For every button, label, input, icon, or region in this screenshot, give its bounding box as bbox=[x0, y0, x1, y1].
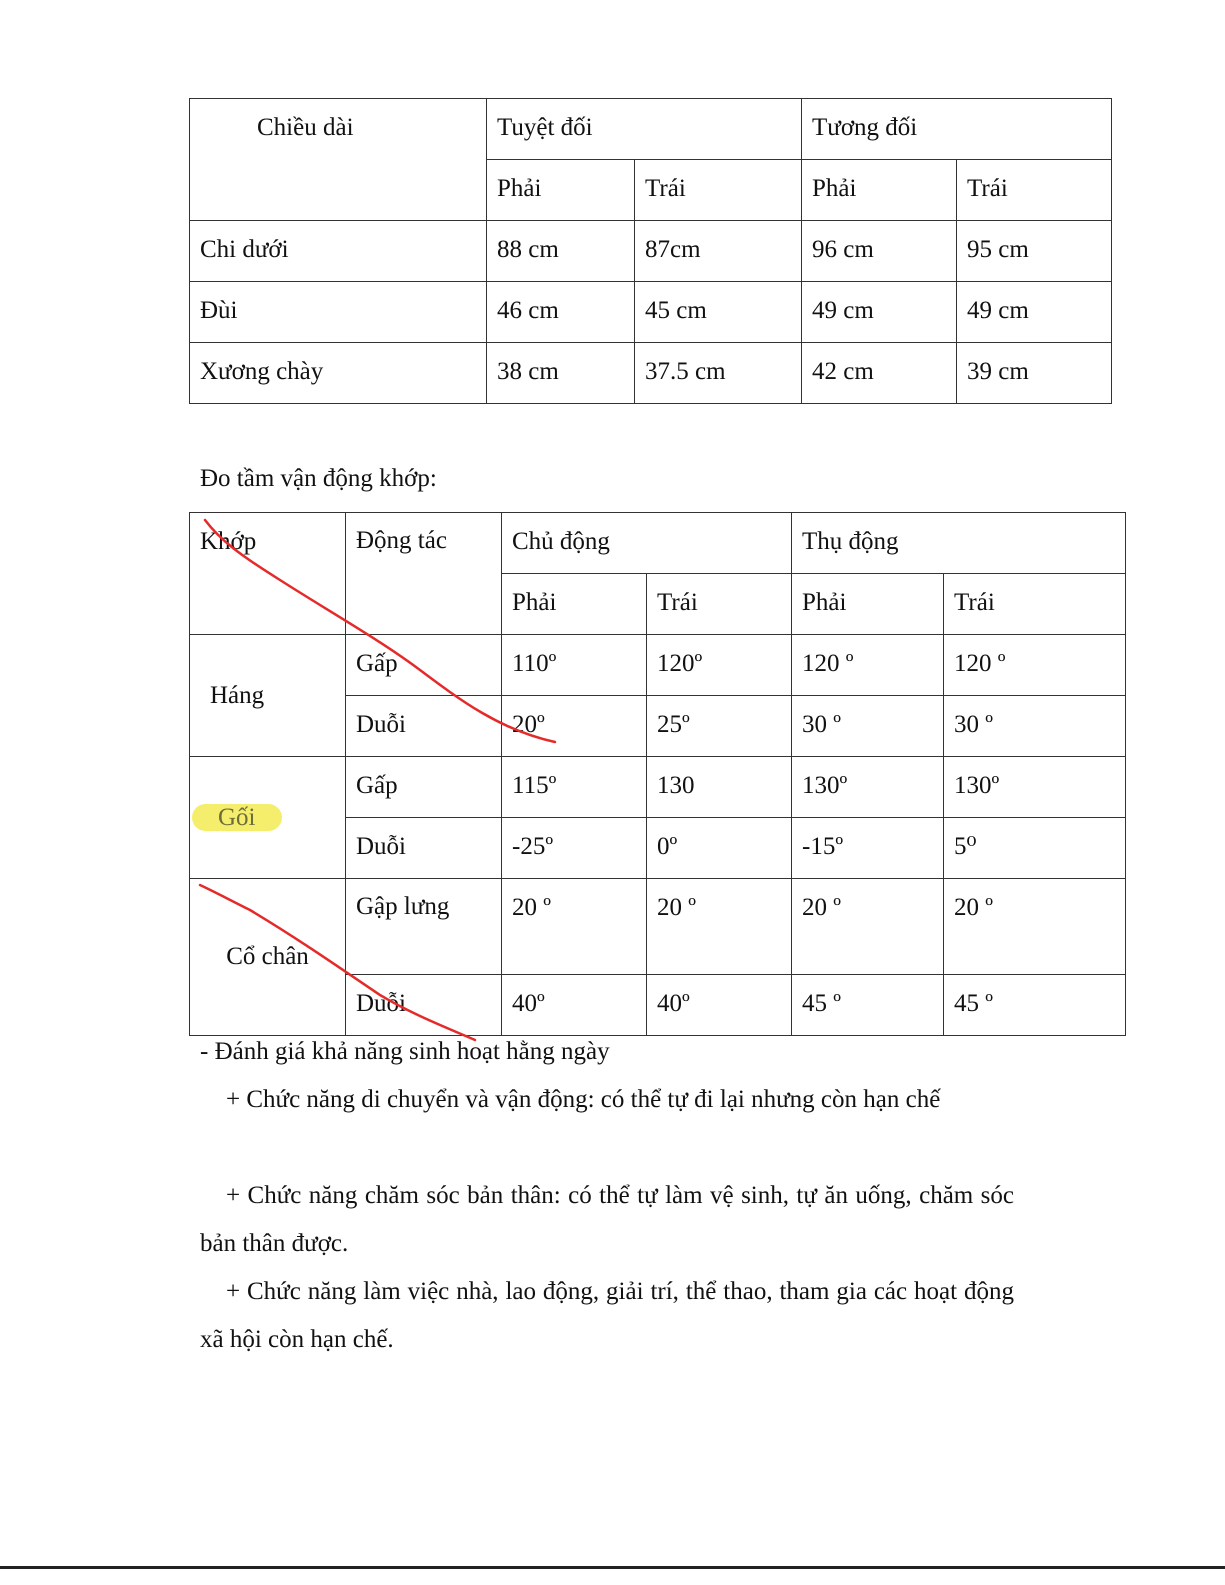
motion-name: Gấp bbox=[346, 757, 502, 818]
joint-name-highlighted: Gối bbox=[192, 804, 282, 831]
cell-value: 120º bbox=[647, 635, 792, 696]
cell-value: 49 cm bbox=[802, 282, 957, 343]
motion-name: Duỗi bbox=[346, 818, 502, 879]
header-relative: Tương đối bbox=[802, 99, 1112, 160]
joint-name: Háng bbox=[190, 635, 346, 757]
cell-value: 120 º bbox=[944, 635, 1126, 696]
cell-value: 45 º bbox=[792, 975, 944, 1036]
limb-length-table bbox=[189, 98, 1112, 404]
cell-value: 46 cm bbox=[487, 282, 635, 343]
header-active-right: Phải bbox=[502, 574, 647, 635]
cell-value: 20 º bbox=[647, 879, 792, 975]
page-bottom-border bbox=[0, 1566, 1225, 1569]
header-passive-right: Phải bbox=[792, 574, 944, 635]
table-row bbox=[190, 757, 1126, 818]
header-motion: Động tác bbox=[346, 513, 502, 635]
motion-name: Duỗi bbox=[346, 696, 502, 757]
cell-value: 37.5 cm bbox=[635, 343, 802, 404]
cell-value: 95 cm bbox=[957, 221, 1112, 282]
header-active-left: Trái bbox=[647, 574, 792, 635]
cell-value: 120 º bbox=[792, 635, 944, 696]
cell-value: 87cm bbox=[635, 221, 802, 282]
row-label: Đùi bbox=[190, 282, 487, 343]
header-passive-left: Trái bbox=[944, 574, 1126, 635]
header-rel-right: Phải bbox=[802, 160, 957, 221]
cell-value: 20 º bbox=[502, 879, 647, 975]
header-length: Chiều dài bbox=[190, 99, 487, 221]
cell-value: 49 cm bbox=[957, 282, 1112, 343]
table-row bbox=[190, 282, 1112, 343]
cell-value: 45 º bbox=[944, 975, 1126, 1036]
adl-title: - Đánh giá khả năng sinh hoạt hằng ngày bbox=[200, 1038, 610, 1065]
cell-value: 130º bbox=[944, 757, 1126, 818]
cell-value: 20 º bbox=[792, 879, 944, 975]
cell-value: 20 º bbox=[944, 879, 1126, 975]
row-label: Xương chày bbox=[190, 343, 487, 404]
cell-value: 40º bbox=[647, 975, 792, 1036]
header-absolute: Tuyệt đối bbox=[487, 99, 802, 160]
cell-value: 96 cm bbox=[802, 221, 957, 282]
cell-value: 110º bbox=[502, 635, 647, 696]
table-row bbox=[190, 343, 1112, 404]
cell-value: 130 bbox=[647, 757, 792, 818]
cell-value: 30 º bbox=[944, 696, 1126, 757]
header-passive: Thụ động bbox=[792, 513, 1126, 574]
rom-title: Đo tầm vận động khớp: bbox=[200, 465, 437, 492]
cell-value: 30 º bbox=[792, 696, 944, 757]
row-label: Chi dưới bbox=[190, 221, 487, 282]
table-row bbox=[190, 221, 1112, 282]
cell-value: -25º bbox=[502, 818, 647, 879]
joint-name-cell bbox=[190, 757, 346, 879]
cell-value: 20º bbox=[502, 696, 647, 757]
motion-name: Gập lưng bbox=[346, 879, 502, 975]
cell-value: 45 cm bbox=[635, 282, 802, 343]
joint-name: Cổ chân bbox=[190, 879, 346, 1036]
motion-name: Gấp bbox=[346, 635, 502, 696]
header-joint: Khớp bbox=[190, 513, 346, 635]
motion-name: Duỗi bbox=[346, 975, 502, 1036]
cell-value: 25º bbox=[647, 696, 792, 757]
cell-value: 88 cm bbox=[487, 221, 635, 282]
cell-value: 40º bbox=[502, 975, 647, 1036]
cell-value: 130º bbox=[792, 757, 944, 818]
adl-item: + Chức năng làm việc nhà, lao động, giải trí, thể thao, tham gia các hoạt động xã hội còn hạn chế. bbox=[200, 1278, 1014, 1353]
cell-value: 39 cm bbox=[957, 343, 1112, 404]
cell-value: 115º bbox=[502, 757, 647, 818]
adl-item: + Chức năng chăm sóc bản thân: có thể tự làm vệ sinh, tự ăn uống, chăm sóc bản thân được. bbox=[200, 1182, 1014, 1257]
range-of-motion-table bbox=[189, 512, 1126, 1036]
header-rel-left: Trái bbox=[957, 160, 1112, 221]
table-row bbox=[190, 635, 1126, 696]
adl-item: + Chức năng di chuyển và vận động: có thể tự đi lại nhưng còn hạn chế bbox=[226, 1086, 941, 1113]
table-row bbox=[190, 879, 1126, 975]
cell-value: -15º bbox=[792, 818, 944, 879]
cell-value: 5⁰ bbox=[944, 818, 1126, 879]
cell-value: 42 cm bbox=[802, 343, 957, 404]
cell-value: 0º bbox=[647, 818, 792, 879]
header-active: Chủ động bbox=[502, 513, 792, 574]
header-abs-right: Phải bbox=[487, 160, 635, 221]
header-abs-left: Trái bbox=[635, 160, 802, 221]
cell-value: 38 cm bbox=[487, 343, 635, 404]
